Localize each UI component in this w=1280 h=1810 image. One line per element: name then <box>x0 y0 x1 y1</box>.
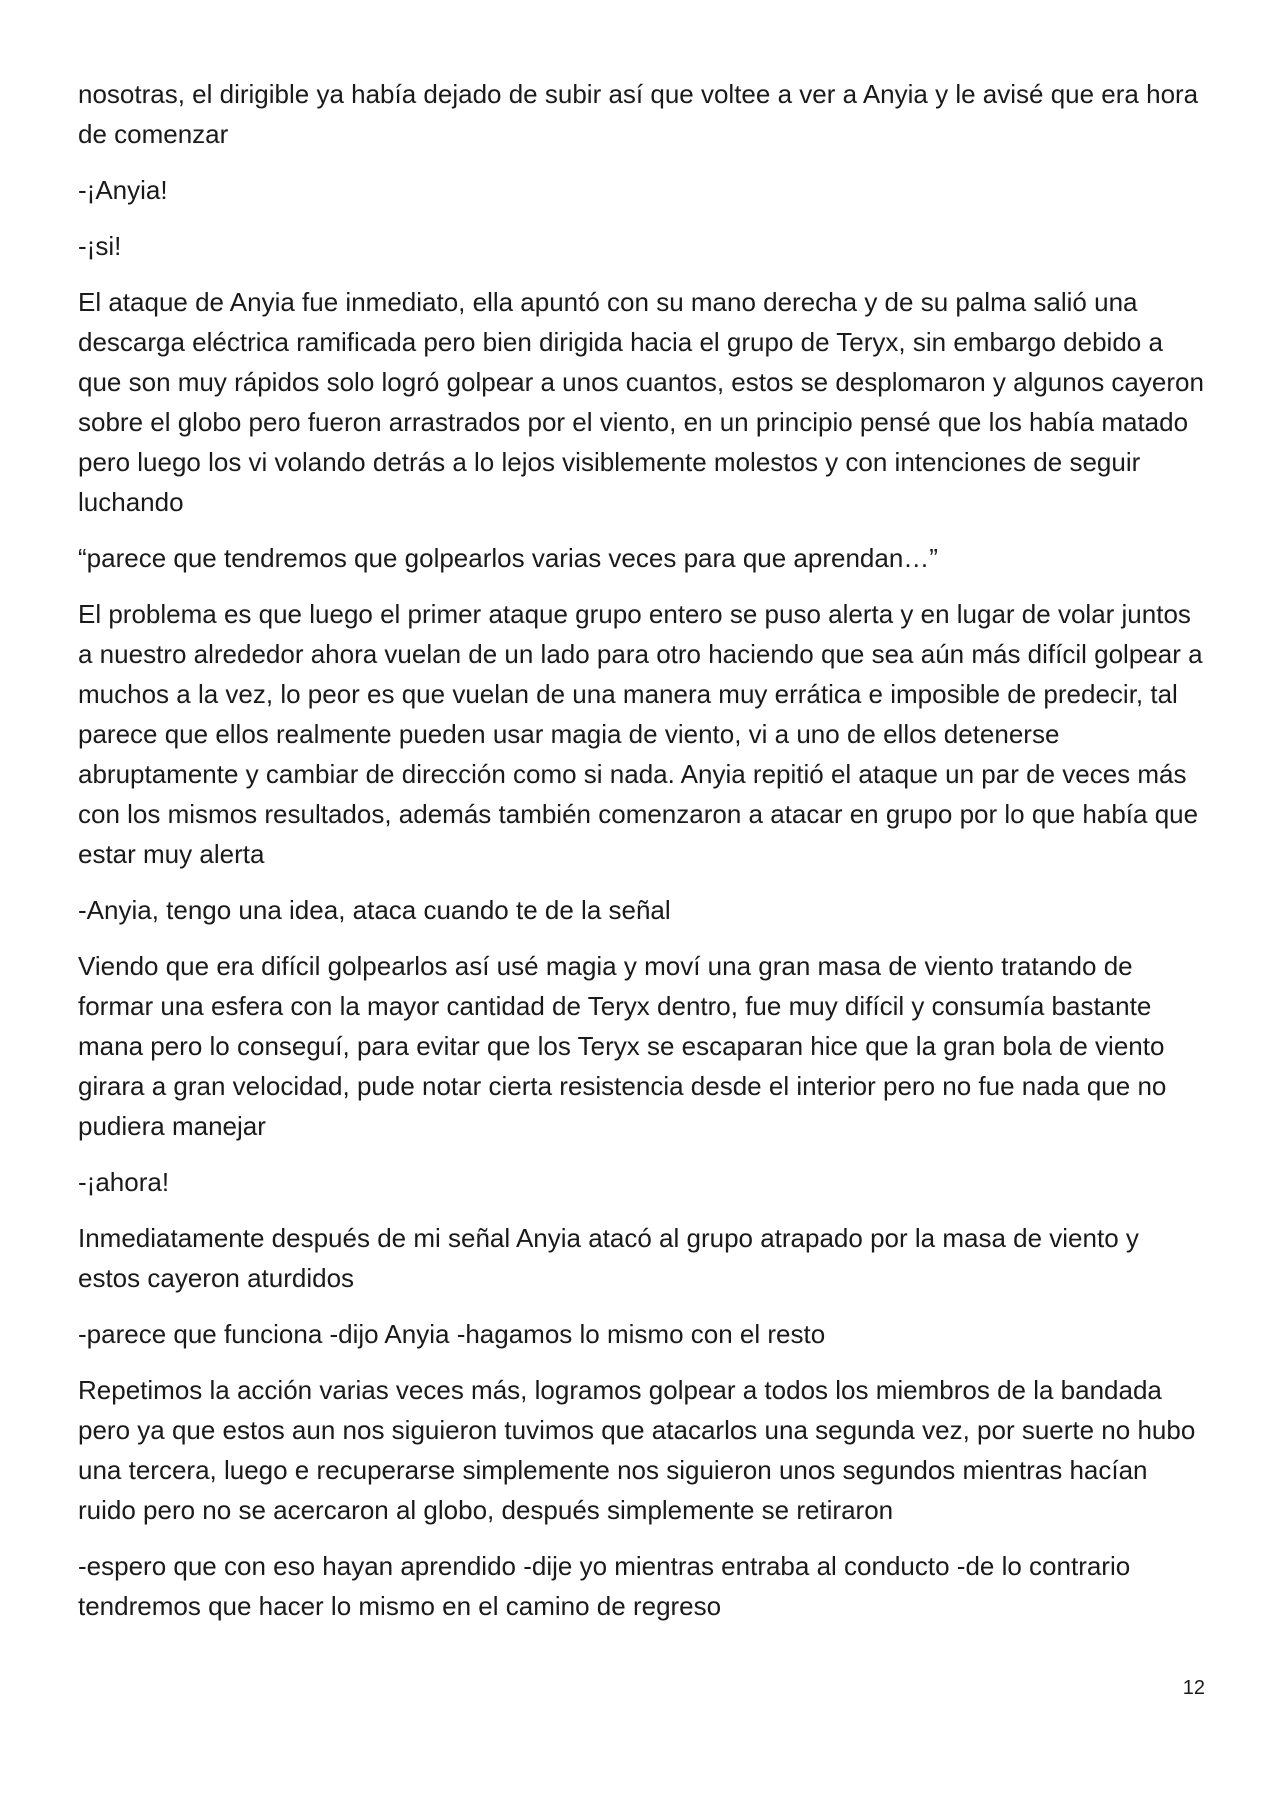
dialogue-line: -espero que con eso hayan aprendido -dije yo mientras entraba al conducto -de lo contrario tendremos que hacer lo mismo en el camino de regreso <box>78 1551 1131 1621</box>
dialogue-line: -parece que funciona -dijo Anyia -hagamos lo mismo con el resto <box>78 1319 826 1349</box>
paragraph: Inmediatamente después de mi señal Anyia atacó al grupo atrapado por la masa de viento y estos cayeron aturdidos <box>78 1223 1139 1293</box>
document-body <box>78 74 1208 1642</box>
paragraph: Viendo que era difícil golpearlos así usé magia y moví una gran masa de viento tratando de formar una esfera con la mayor cantidad de Teryx dentro, fue muy difícil y consumía bastante mana pero lo conseguí, para evitar que los Teryx se escaparan hice que la gran bola de viento girara a gran velocidad, pude notar cierta resistencia desde el interior pero no fue nada que no pudiera manejar <box>78 951 1167 1141</box>
paragraph: El problema es que luego el primer ataque grupo entero se puso alerta y en lugar de volar juntos a nuestro alrededor ahora vuelan de un lado para otro haciendo que sea aún más difícil golpear a muchos a la vez, lo peor es que vuelan de una manera muy errática e imposible de predecir, tal parece que ellos realmente pueden usar magia de viento, vi a uno de ellos detenerse abruptamente y cambiar de dirección como si nada. Anyia repitió el ataque un par de veces más con los mismos resultados, además también comenzaron a atacar en grupo por lo que había que estar muy alerta <box>78 599 1203 869</box>
dialogue-line: -Anyia, tengo una idea, ataca cuando te de la señal <box>78 895 671 925</box>
thought-line: “parece que tendremos que golpearlos varias veces para que aprendan…” <box>78 543 938 573</box>
dialogue-line: -¡ahora! <box>78 1167 170 1197</box>
dialogue-line: -¡Anyia! <box>78 175 168 205</box>
page-number: 12 <box>1182 1677 1205 1699</box>
paragraph: nosotras, el dirigible ya había dejado de subir así que voltee a ver a Anyia y le avisé que era hora de comenzar <box>78 79 1199 149</box>
paragraph: El ataque de Anyia fue inmediato, ella apuntó con su mano derecha y de su palma salió una descarga eléctrica ramificada pero bien dirigida hacia el grupo de Teryx, sin embargo debido a que son muy rápidos solo logró golpear a unos cuantos, estos se desplomaron y algunos cayeron sobre el globo pero fueron arrastrados por el viento, en un principio pensé que los había matado pero luego los vi volando detrás a lo lejos visiblemente molestos y con intenciones de seguir luchando <box>78 287 1204 517</box>
paragraph: Repetimos la acción varias veces más, logramos golpear a todos los miembros de la bandada pero ya que estos aun nos siguieron tuvimos que atacarlos una segunda vez, por suerte no hubo una tercera, luego e recuperarse simplemente nos siguieron unos segundos mientras hacían ruido pero no se acercaron al globo, después simplemente se retiraron <box>78 1375 1196 1525</box>
dialogue-line: -¡si! <box>78 231 122 261</box>
